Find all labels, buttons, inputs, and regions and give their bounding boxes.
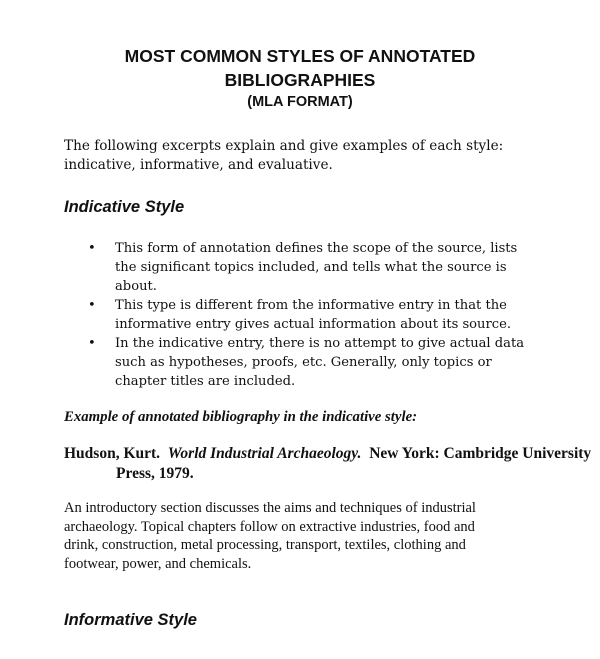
bullet-item — [88, 334, 548, 391]
annotation-line: An introductory section discusses the aims and techniques of industrial — [64, 500, 476, 516]
annotation-line: footwear, power, and chemicals. — [64, 555, 252, 572]
bullet-line: informative entry gives actual information about its source. — [115, 317, 511, 332]
title-line-1: MOST COMMON STYLES OF ANNOTATED — [124, 46, 476, 66]
bullet-icon: • — [88, 298, 96, 313]
bullet-icon: • — [88, 241, 96, 256]
bullet-icon: • — [88, 336, 96, 351]
bullet-line: In the indicative entry, there is no attempt to give actual data — [115, 336, 525, 351]
bullet-line: such as hypotheses, proofs, etc. Generally, only topics or — [115, 355, 492, 370]
bullet-line: about. — [115, 279, 157, 294]
annotation-paragraph — [64, 499, 534, 573]
bullet-line: chapter titles are included. — [115, 374, 296, 389]
example-label: Example of annotated bibliography in the indicative style: — [64, 409, 418, 425]
indicative-bullet-list — [88, 239, 548, 391]
title-line-2: BIBLIOGRAPHIES — [224, 70, 376, 90]
document-subtitle: (MLA FORMAT) — [247, 94, 353, 110]
bullet-item — [88, 296, 548, 334]
indicative-style-heading: Indicative Style — [64, 198, 185, 216]
bullet-item — [88, 239, 548, 296]
intro-paragraph — [64, 137, 534, 175]
bullet-line: This form of annotation defines the scope of the source, lists — [115, 241, 518, 256]
intro-line-2: indicative, informative, and evaluative. — [64, 157, 333, 173]
annotation-line: drink, construction, metal processing, transport, textiles, clothing and — [64, 537, 466, 554]
bullet-line: the significant topics included, and tells what the source is — [115, 260, 507, 275]
informative-style-heading: Informative Style — [64, 611, 197, 629]
bullet-line: This type is different from the informative entry in that the — [115, 298, 507, 313]
document-title — [0, 44, 600, 92]
citation-publisher: New York: Cambridge University Press, 1979. — [116, 445, 592, 482]
citation-title: World Industrial Archaeology. — [167, 445, 362, 462]
annotation-line: archaeology. Topical chapters follow on extractive industries, food and — [64, 518, 475, 535]
intro-line-1: The following excerpts explain and give examples of each style: — [64, 138, 504, 154]
citation-entry — [64, 444, 600, 484]
citation-author: Hudson, Kurt. — [64, 445, 161, 462]
